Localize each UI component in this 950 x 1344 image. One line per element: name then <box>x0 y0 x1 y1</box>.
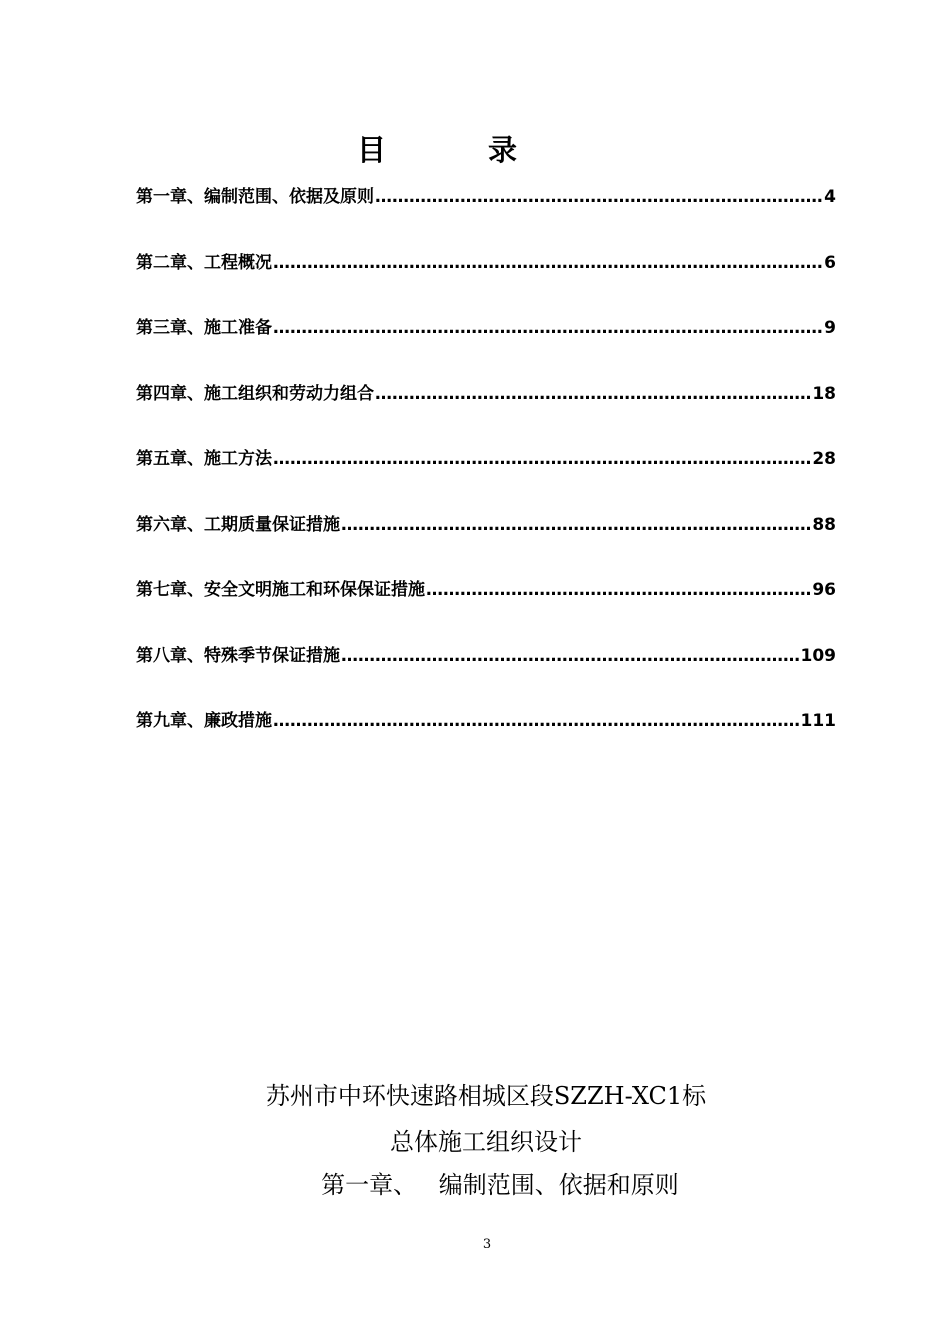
toc-leader-dots <box>273 444 812 474</box>
page-number: 3 <box>482 1237 492 1252</box>
toc-entry-label: 第三章、施工准备 <box>136 318 272 338</box>
toc-leader-dots <box>426 575 812 605</box>
toc-entry[interactable] <box>136 510 836 576</box>
toc-entry-page: 109 <box>800 645 836 666</box>
chapter-heading: 第一章、 编制范围、依据和原则 <box>321 1171 679 1199</box>
toc-leader-dots <box>273 313 824 343</box>
toc-entry-label: 第七章、安全文明施工和环保保证措施 <box>136 580 425 600</box>
toc-entry-label: 第六章、工期质量保证措施 <box>136 514 340 535</box>
toc-entry[interactable] <box>136 313 836 379</box>
toc-entry[interactable] <box>136 575 836 641</box>
toc-entry[interactable] <box>136 182 836 248</box>
toc-entry[interactable] <box>136 641 836 707</box>
toc-title: 目 录 <box>356 133 564 167</box>
toc-entry-page: 111 <box>800 711 836 731</box>
toc-entry-label: 第九章、廉政措施 <box>136 711 272 731</box>
toc-entry-page: 18 <box>812 383 836 404</box>
toc-entry[interactable] <box>136 444 836 510</box>
toc-entry-label: 第一章、编制范围、依据及原则 <box>136 187 374 207</box>
toc-entry-page: 6 <box>824 252 836 273</box>
toc-entry-page: 88 <box>812 514 836 535</box>
toc-entry-page: 28 <box>812 449 836 469</box>
toc-leader-dots <box>273 248 824 278</box>
toc-entry-label: 第四章、施工组织和劳动力组合 <box>136 383 374 404</box>
table-of-contents <box>136 182 836 772</box>
project-title: 苏州市中环快速路相城区段SZZH-XC1标 <box>265 1082 707 1110</box>
toc-entry-page: 9 <box>824 318 836 338</box>
toc-leader-dots <box>273 706 801 736</box>
toc-entry-label: 第五章、施工方法 <box>136 449 272 469</box>
toc-entry[interactable] <box>136 248 836 314</box>
toc-leader-dots <box>375 379 812 409</box>
toc-leader-dots <box>341 510 812 540</box>
document-subtitle: 总体施工组织设计 <box>390 1128 582 1156</box>
toc-entry-label: 第八章、特殊季节保证措施 <box>136 645 340 666</box>
toc-entry-page: 4 <box>824 187 836 207</box>
toc-leader-dots <box>375 182 824 212</box>
toc-entry[interactable] <box>136 379 836 445</box>
toc-leader-dots <box>341 641 801 671</box>
toc-entry[interactable] <box>136 706 836 772</box>
toc-entry-page: 96 <box>812 580 836 600</box>
toc-entry-label: 第二章、工程概况 <box>136 252 272 273</box>
